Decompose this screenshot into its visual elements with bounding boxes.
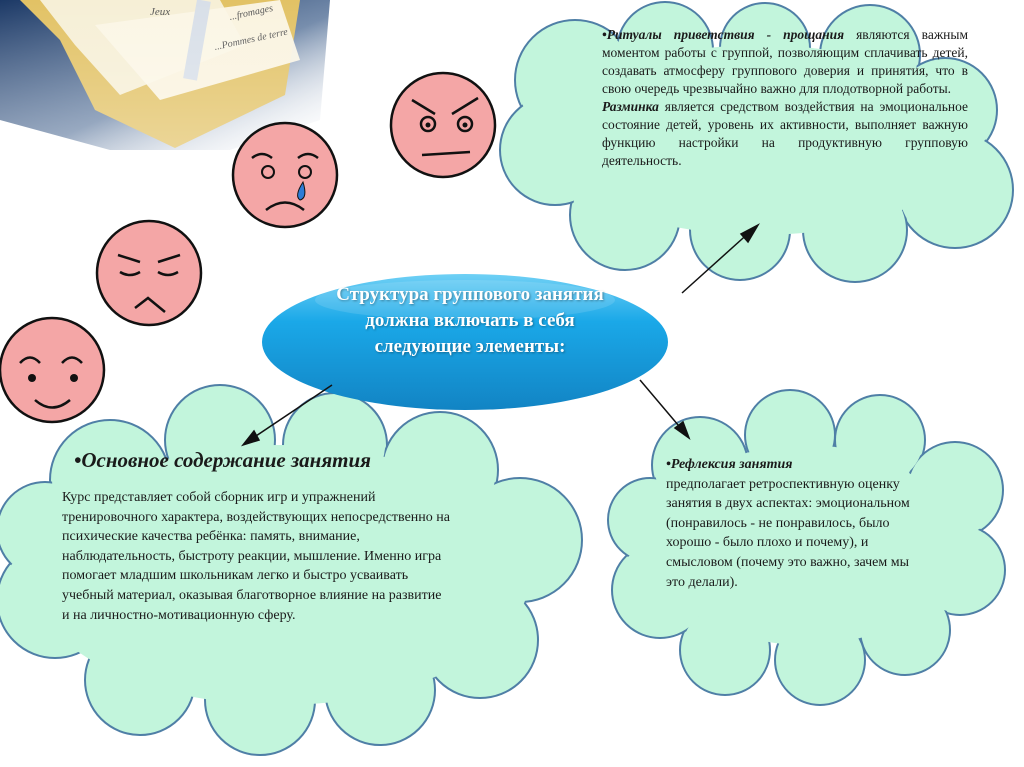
notebook-scribble: ...fromages (228, 2, 275, 23)
warmup-text: является средством воздействия на эмоциональное состояние детей, уровень их активности, выполняет важную функцию настройки на продуктивную групповую деятельность. (602, 99, 968, 168)
reflection-heading: •Рефлексия занятия (666, 457, 793, 472)
annoyed-face-icon (97, 221, 201, 325)
notebook-scribble: ...Pommes de terre (213, 26, 289, 53)
rituals-paragraph (602, 26, 968, 98)
center-title-line: должна включать в себя (365, 310, 575, 331)
center-title (300, 282, 640, 360)
notebook-scribble: Jeux (150, 6, 171, 18)
angry-face-icon (391, 73, 495, 177)
rituals-heading: •Ритуалы приветствия - прощания (602, 27, 845, 42)
warmup-heading: Разминка (602, 99, 659, 114)
reflection-block (666, 455, 928, 592)
rituals-text-block (602, 26, 968, 170)
rituals-text: являются важным моментом работы с группой, позволяющим сплачивать детей, создавать атмосферу группового доверия и принятия, что в свою очередь чрезвычайно важно для плодотворной работы. (602, 27, 968, 96)
main-content-heading-text: •Основное содержание занятия (74, 448, 371, 472)
main-content-heading (74, 446, 474, 474)
reflection-text: предполагает ретроспективную оценку занятия в двух аспектах: эмоциональном (понравилось - не понравилось, было хорошо - было плохо и почему), и смысловом (почему это важно, зачем мы это делали). (666, 476, 910, 590)
crying-face-icon (233, 123, 337, 227)
main-content-text: Курс представляет собой сборник игр и упражнений тренировочного характера, воздействующих непосредственно на психические качества ребёнка: память, внимание, наблюдательность, быстроту реакции, мышление. Именно игра помогает младшим школьникам легко и быстро усваивать учебный материал, оказывая благотворное влияние на развитие и на личностно-мотивационную сферу. (62, 490, 450, 623)
center-title-line: следующие элементы: (374, 336, 566, 357)
center-title-line: Структура группового занятия (336, 284, 604, 305)
warmup-paragraph (602, 98, 968, 170)
happy-face-icon (0, 318, 104, 422)
